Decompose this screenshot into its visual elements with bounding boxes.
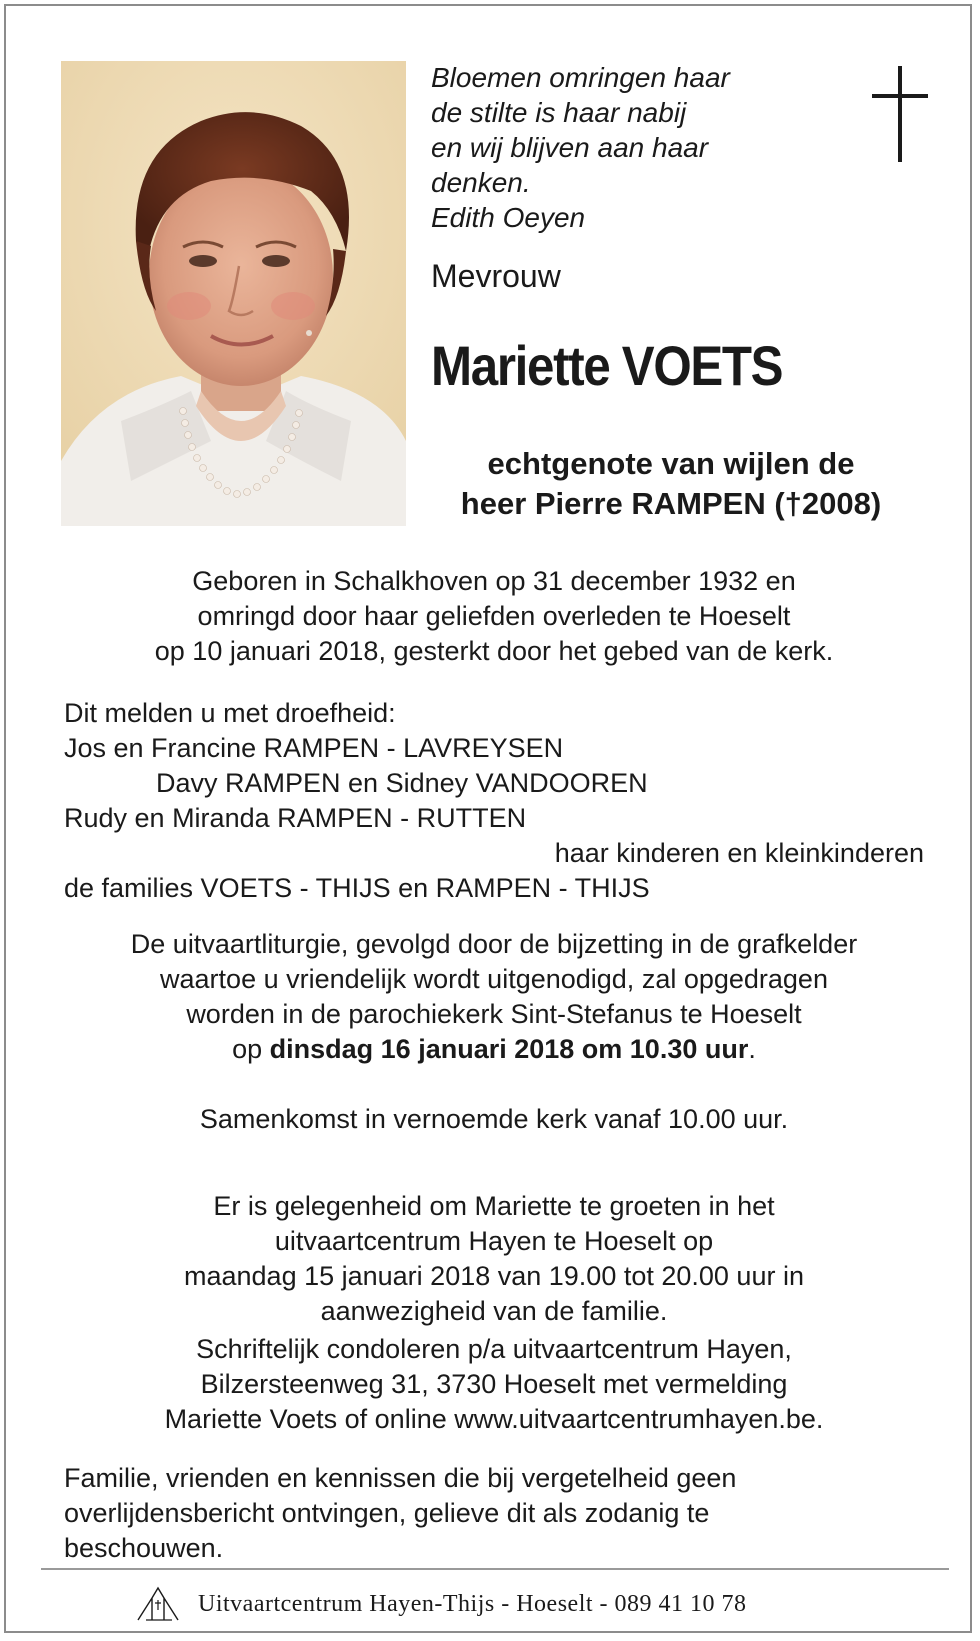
notice-paragraph bbox=[64, 1461, 944, 1566]
portrait-photo bbox=[61, 61, 406, 526]
text-line: op 10 januari 2018, gesterkt door het gebed van de kerk. bbox=[154, 636, 834, 666]
spouse-line: echtgenote van wijlen de bbox=[487, 446, 855, 481]
text-line: De uitvaartliturgie, gevolgd door de bijzetting in de grafkelder bbox=[130, 929, 858, 959]
family-announcement bbox=[64, 696, 944, 906]
text-line: Bilzersteenweg 31, 3730 Hoeselt met vermelding bbox=[200, 1369, 788, 1399]
text-line: uitvaartcentrum Hayen te Hoeselt op bbox=[274, 1226, 714, 1256]
text-line: overlijdensbericht ontvingen, gelieve dit als zodanig te bbox=[64, 1498, 710, 1528]
text-line: beschouwen. bbox=[64, 1533, 224, 1563]
text-line: Schriftelijk condoleren p/a uitvaartcentrum Hayen, bbox=[196, 1334, 792, 1364]
date-suffix: . bbox=[748, 1034, 756, 1064]
poem bbox=[431, 60, 831, 235]
visitation-paragraph bbox=[46, 1189, 942, 1329]
text-line: worden in de parochiekerk Sint-Stefanus te Hoeselt bbox=[186, 999, 802, 1029]
deceased-name: Mariette VOETS bbox=[431, 334, 783, 397]
poem-line: en wij blijven aan haar bbox=[431, 132, 709, 163]
obituary-card bbox=[4, 4, 972, 1633]
date-prefix: op bbox=[232, 1034, 270, 1064]
text-line: Geboren in Schalkhoven op 31 december 1932 en bbox=[192, 566, 796, 596]
portrait-image bbox=[61, 61, 406, 526]
text-line: Samenkomst in vernoemde kerk vanaf 10.00 uur. bbox=[199, 1104, 789, 1134]
text-line: Mariette Voets of online www.uitvaartcentrumhayen.be. bbox=[164, 1404, 824, 1434]
footer-text: Uitvaartcentrum Hayen-Thijs - Hoeselt - 089 41 10 78 bbox=[198, 1591, 747, 1617]
family-relation: haar kinderen en kleinkinderen bbox=[554, 838, 924, 868]
family-member-line: Jos en Francine RAMPEN - LAVREYSEN bbox=[64, 733, 564, 763]
liturgy-paragraph bbox=[46, 927, 942, 1067]
family-member-line: Davy RAMPEN en Sidney VANDOOREN bbox=[156, 768, 648, 798]
family-families-line: de families VOETS - THIJS en RAMPEN - THIJS bbox=[64, 873, 650, 903]
family-intro: Dit melden u met droefheid: bbox=[64, 698, 396, 728]
latin-cross-icon bbox=[872, 66, 928, 167]
text-line: maandag 15 januari 2018 van 19.00 tot 20.00 uur in bbox=[184, 1261, 804, 1291]
spouse-line: heer Pierre RAMPEN (†2008) bbox=[460, 486, 882, 521]
liturgy-date-line bbox=[46, 1032, 942, 1067]
funeral-home-logo-icon bbox=[136, 1586, 182, 1635]
text-line: omringd door haar geliefden overleden te Hoeselt bbox=[197, 601, 791, 631]
poem-author: Edith Oeyen bbox=[431, 202, 586, 233]
footer-divider bbox=[41, 1568, 949, 1570]
liturgy-date: dinsdag 16 januari 2018 om 10.30 uur bbox=[269, 1034, 749, 1064]
poem-line: de stilte is haar nabij bbox=[431, 97, 687, 128]
birth-death-paragraph bbox=[46, 564, 942, 669]
text-line: Er is gelegenheid om Mariette te groeten in het bbox=[213, 1191, 775, 1221]
poem-line: denken. bbox=[431, 167, 531, 198]
poem-line: Bloemen omringen haar bbox=[431, 62, 730, 93]
footer bbox=[136, 1584, 896, 1624]
gathering-paragraph bbox=[46, 1102, 942, 1137]
condolence-paragraph bbox=[46, 1332, 942, 1437]
text-line: aanwezigheid van de familie. bbox=[320, 1296, 668, 1326]
spouse-info bbox=[406, 444, 936, 524]
text-line: Familie, vrienden en kennissen die bij vergetelheid geen bbox=[64, 1463, 737, 1493]
salutation: Mevrouw bbox=[431, 258, 561, 294]
text-line: waartoe u vriendelijk wordt uitgenodigd, zal opgedragen bbox=[160, 964, 828, 994]
family-member-line: Rudy en Miranda RAMPEN - RUTTEN bbox=[64, 803, 527, 833]
